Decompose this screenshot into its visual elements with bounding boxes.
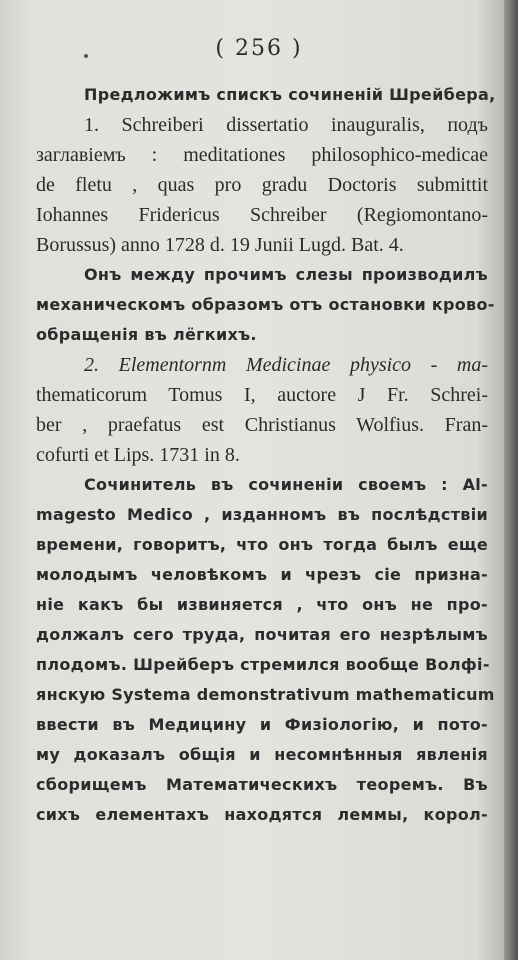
- text-line: должалъ сего труда, почитая его незрѣлымъ: [36, 625, 488, 644]
- text-line: ber , praefatus est Christianus Wolfius. Fran-: [36, 414, 488, 436]
- text-line: magesto Medico , изданномъ въ послѣдствіи: [36, 505, 488, 524]
- text-line: Iohannes Fridericus Schreiber (Regiomontano-: [36, 204, 488, 226]
- text-line: ніе какъ бы извиняется , что онъ не про-: [36, 595, 488, 614]
- text-line: механическомъ образомъ отъ остановки крово-: [36, 295, 495, 314]
- text-line: Borussus) anno 1728 d. 19 Junii Lugd. Bat. 4.: [36, 234, 404, 256]
- text-line: 2. Elementornm Medicinae physico - ma-: [84, 354, 488, 376]
- body-text: [36, 80, 496, 830]
- text-line: сборищемъ Математическихъ теоремъ. Въ: [36, 775, 488, 794]
- text-line: янскую Systema demonstrativum mathematicum: [36, 685, 495, 704]
- text-line: сихъ елементахъ находятся леммы, корол-: [36, 805, 488, 824]
- page-number: ( 256 ): [215, 36, 303, 61]
- text-line: му доказалъ общія и несомнѣнныя явленія: [36, 745, 488, 764]
- text-line: обращенія въ лёгкихъ.: [36, 325, 257, 344]
- text-line: времени, говоритъ, что онъ тогда былъ еще: [36, 535, 488, 554]
- text-line: cofurti et Lips. 1731 in 8.: [36, 444, 240, 466]
- text-line: Сочинитель въ сочиненіи своемъ : Al-: [84, 475, 488, 494]
- text-line: ввести въ Медицину и Физіологію, и пото-: [36, 715, 488, 734]
- text-line: de fletu , quas pro gradu Doctoris submittit: [36, 174, 488, 196]
- text-line: thematicorum Tomus I, auctore J Fr. Schrei-: [36, 384, 488, 406]
- text-line: заглавіемъ : meditationes philosophico-medicae: [36, 144, 488, 166]
- text-line: 1. Schreiberi dissertatio inauguralis, подъ: [84, 114, 488, 136]
- text-line: Предложимъ спискъ сочиненій Шрейбера,: [84, 85, 496, 104]
- text-line: плодомъ. Шрейберъ стремился вообще Волфі-: [36, 655, 490, 674]
- book-spine-shadow: [504, 0, 518, 960]
- text-line: Онъ между прочимъ слезы производилъ: [84, 265, 488, 284]
- text-line: молодымъ человѣкомъ и чрезъ сіе призна-: [36, 565, 488, 584]
